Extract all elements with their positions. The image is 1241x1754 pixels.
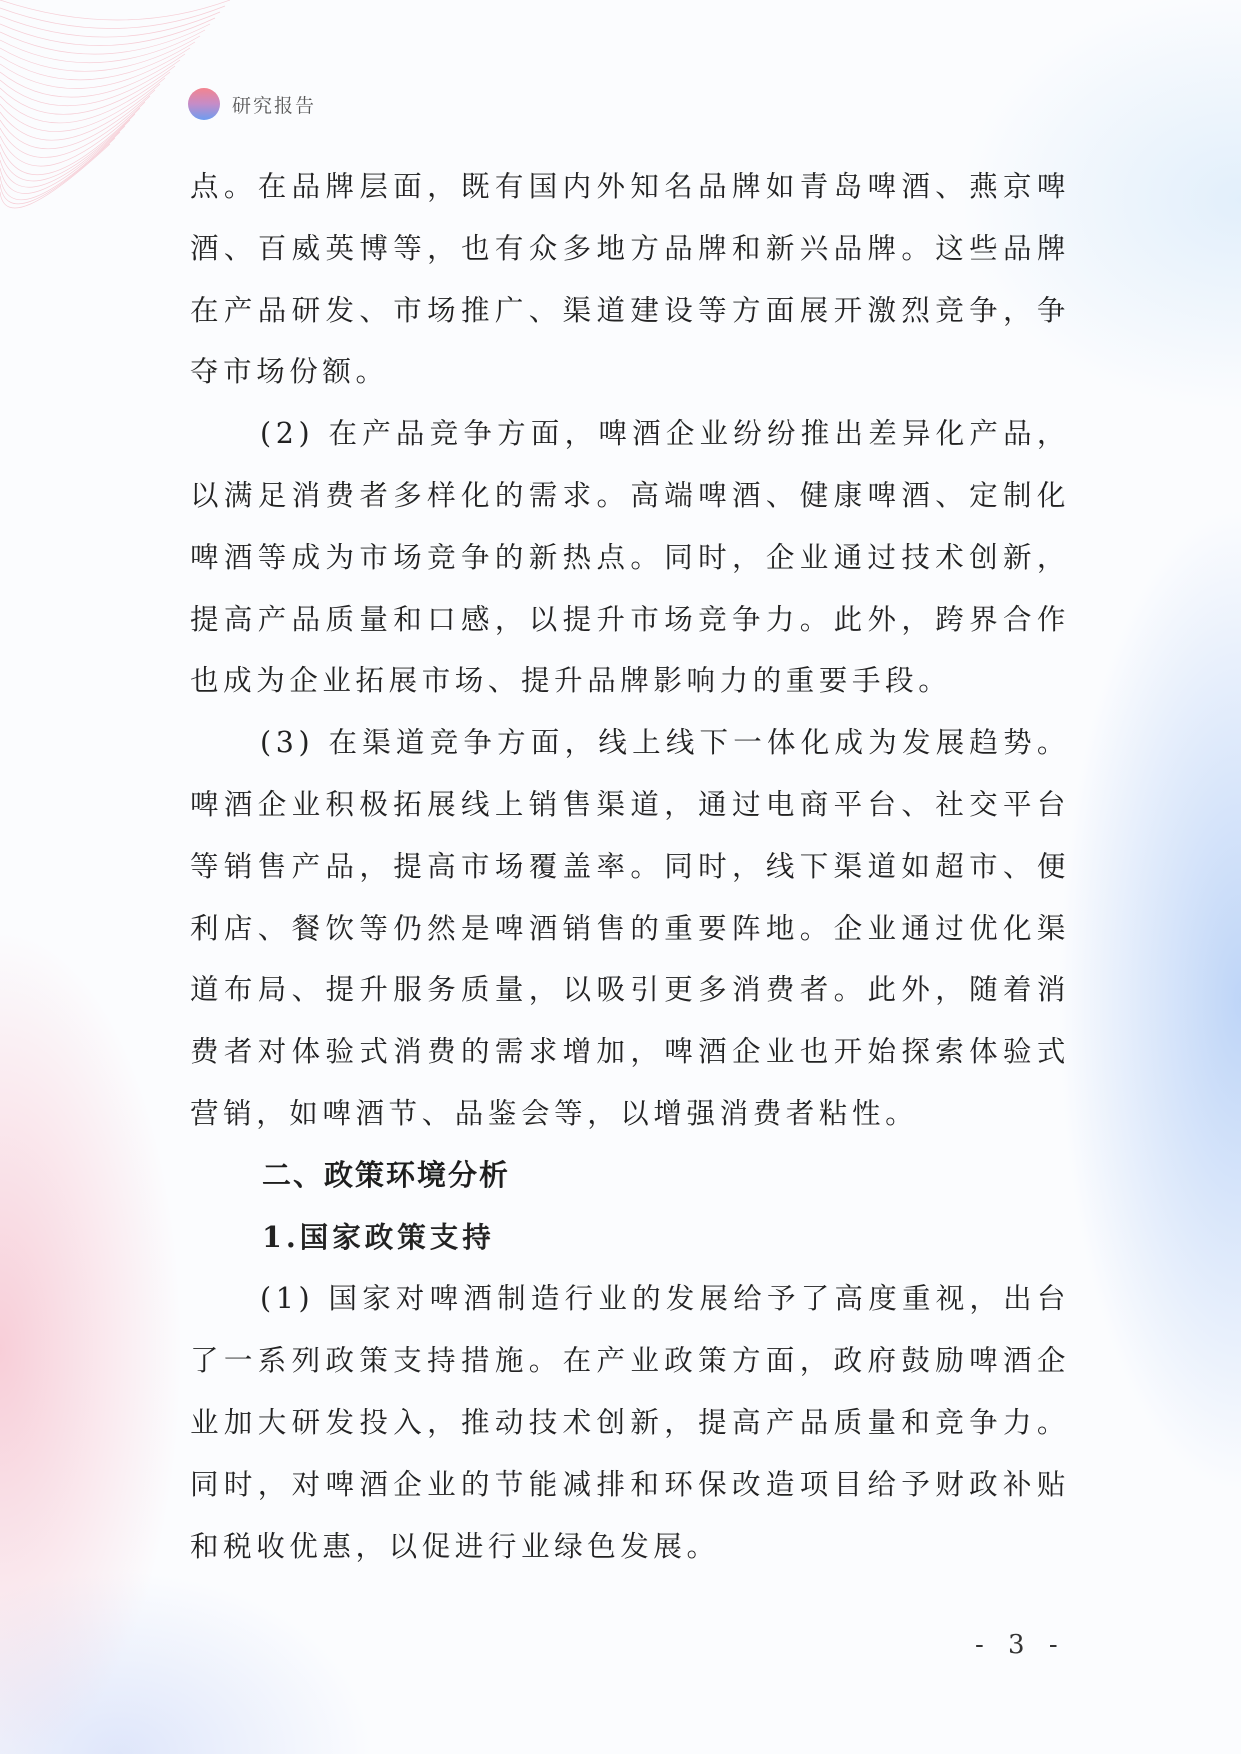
section-heading: 二、政策环境分析 <box>262 1157 511 1192</box>
paragraph-brand-competition: 点。在品牌层面，既有国内外知名品牌如青岛啤酒、燕京啤酒、百威英博等，也有众多地方品牌和新兴品牌。这些品牌在产品研发、市场推广、渠道建设等方面展开激烈竞争，争夺市场份额。 <box>190 170 1070 389</box>
paragraph-channel-competition: (3) 在渠道竞争方面，线上线下一体化成为发展趋势。啤酒企业积极拓展线上销售渠道，通过电商平台、社交平台等销售产品，提高市场覆盖率。同时，线下渠道如超市、便利店、餐饮等仍然是啤酒销售的重要阵地。企业通过优化渠道布局、提升服务质量，以吸引更多消费者。此外，随着消费者对体验式消费的需求增加，啤酒企业也开始探索体验式营销，如啤酒节、品鉴会等，以增强消费者粘性。 <box>190 726 1070 1130</box>
sub-heading: 1.国家政策支持 <box>262 1219 495 1254</box>
header-title: 研究报告 <box>232 94 317 117</box>
report-header <box>188 88 316 120</box>
document-body <box>190 156 1070 1577</box>
paragraph-national-policy: (1) 国家对啤酒制造行业的发展给予了高度重视，出台了一系列政策支持措施。在产业政策方面，政府鼓励啤酒企业加大研发投入，推动技术创新，提高产品质量和竞争力。同时，对啤酒企业的节能减排和环保改造项目给予财政补贴和税收优惠，以促进行业绿色发展。 <box>190 1282 1070 1563</box>
logo-circle-icon <box>188 88 220 120</box>
paragraph-product-competition: (2) 在产品竞争方面，啤酒企业纷纷推出差异化产品，以满足消费者多样化的需求。高端啤酒、健康啤酒、定制化啤酒等成为市场竞争的新热点。同时，企业通过技术创新，提高产品质量和口感，以提升市场竞争力。此外，跨界合作也成为企业拓展市场、提升品牌影响力的重要手段。 <box>190 417 1070 698</box>
page-number: - 3 - <box>975 1630 1066 1660</box>
